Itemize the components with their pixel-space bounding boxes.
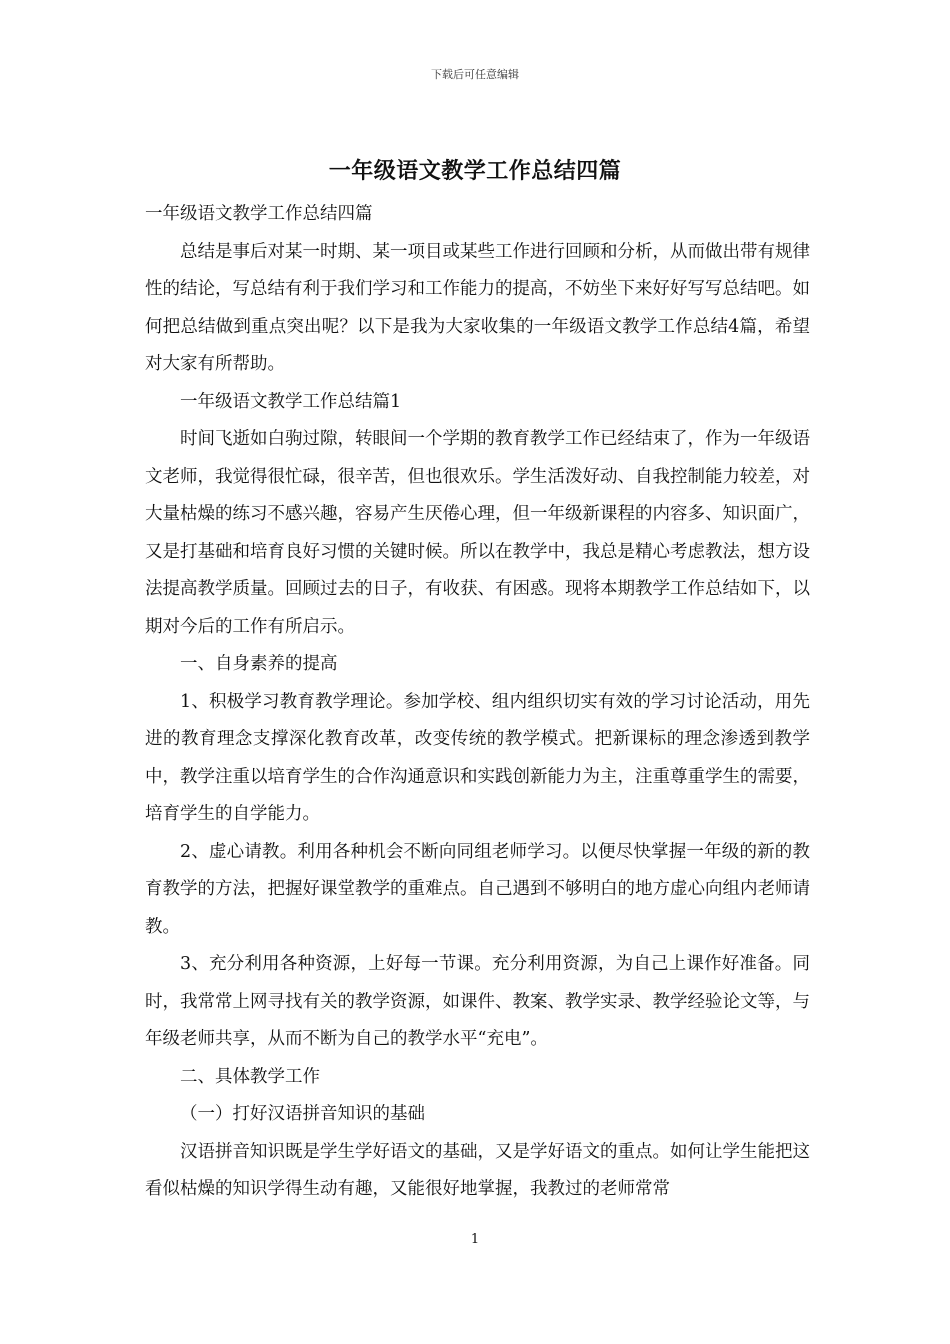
- paragraph-overview: 时间飞逝如白驹过隙，转眼间一个学期的教育教学工作已经结束了，作为一年级语文老师，我觉得很忙碌，很辛苦，但也很欢乐。学生活泼好动、自我控制能力较差，对大量枯燥的练习不感兴趣，容易产生厌倦心理，但一年级新课程的内容多、知识面广，又是打基础和培育良好习惯的关键时候。所以在教学中，我总是精心考虑教法，想方设法提高教学质量。回顾过去的日子，有收获、有困惑。现将本期教学工作总结如下，以期对今后的工作有所启示。: [145, 429, 810, 637]
- subtitle-line: 一年级语文教学工作总结四篇: [145, 204, 373, 224]
- paragraph-intro: 总结是事后对某一时期、某一项目或某些工作进行回顾和分析，从而做出带有规律性的结论，写总结有利于我们学习和工作能力的提高，不妨坐下来好好写写总结吧。如何把总结做到重点突出呢？以下是我为大家收集的一年级语文教学工作总结4篇，希望对大家有所帮助。: [145, 241, 810, 374]
- header-note: 下载后可任意编辑: [431, 68, 519, 81]
- section-heading-self-improvement: 一、自身素养的提高: [180, 654, 338, 674]
- section-heading-part1: 一年级语文教学工作总结篇1: [180, 391, 402, 412]
- paragraph-pinyin: 汉语拼音知识既是学生学好语文的基础，又是学好语文的重点。如何让学生能把这看似枯燥的知识学得生动有趣，又能很好地掌握，我教过的老师常常: [145, 1141, 810, 1199]
- paragraph-item-2: 2、虚心请教。利用各种机会不断向同组老师学习。以便尽快掌握一年级的新的教育教学的方法，把握好课堂教学的重难点。自己遇到不够明白的地方虚心向组内老师请教。: [145, 841, 810, 937]
- document-title: 一年级语文教学工作总结四篇: [328, 158, 622, 184]
- paragraph-item-3: 3、充分利用各种资源，上好每一节课。充分利用资源，为自己上课作好准备。同时，我常常上网寻找有关的教学资源，如课件、教案、教学实录、教学经验论文等，与年级老师共享，从而不断为自己的教学水平“充电”。: [145, 954, 810, 1049]
- paragraph-item-1: 1、积极学习教育教学理论。参加学校、组内组织切实有效的学习讨论活动，用先进的教育理念支撑深化教育改革，改变传统的教学模式。把新课标的理念渗透到教学中，教学注重以培育学生的合作沟通意识和实践创新能力为主，注重尊重学生的需要，培育学生的自学能力。: [145, 691, 810, 824]
- page-number: 1: [470, 1232, 480, 1247]
- subsection-heading-pinyin: （一）打好汉语拼音知识的基础: [180, 1104, 425, 1124]
- section-heading-teaching-work: 二、具体教学工作: [180, 1066, 320, 1087]
- document-body: [145, 196, 810, 1209]
